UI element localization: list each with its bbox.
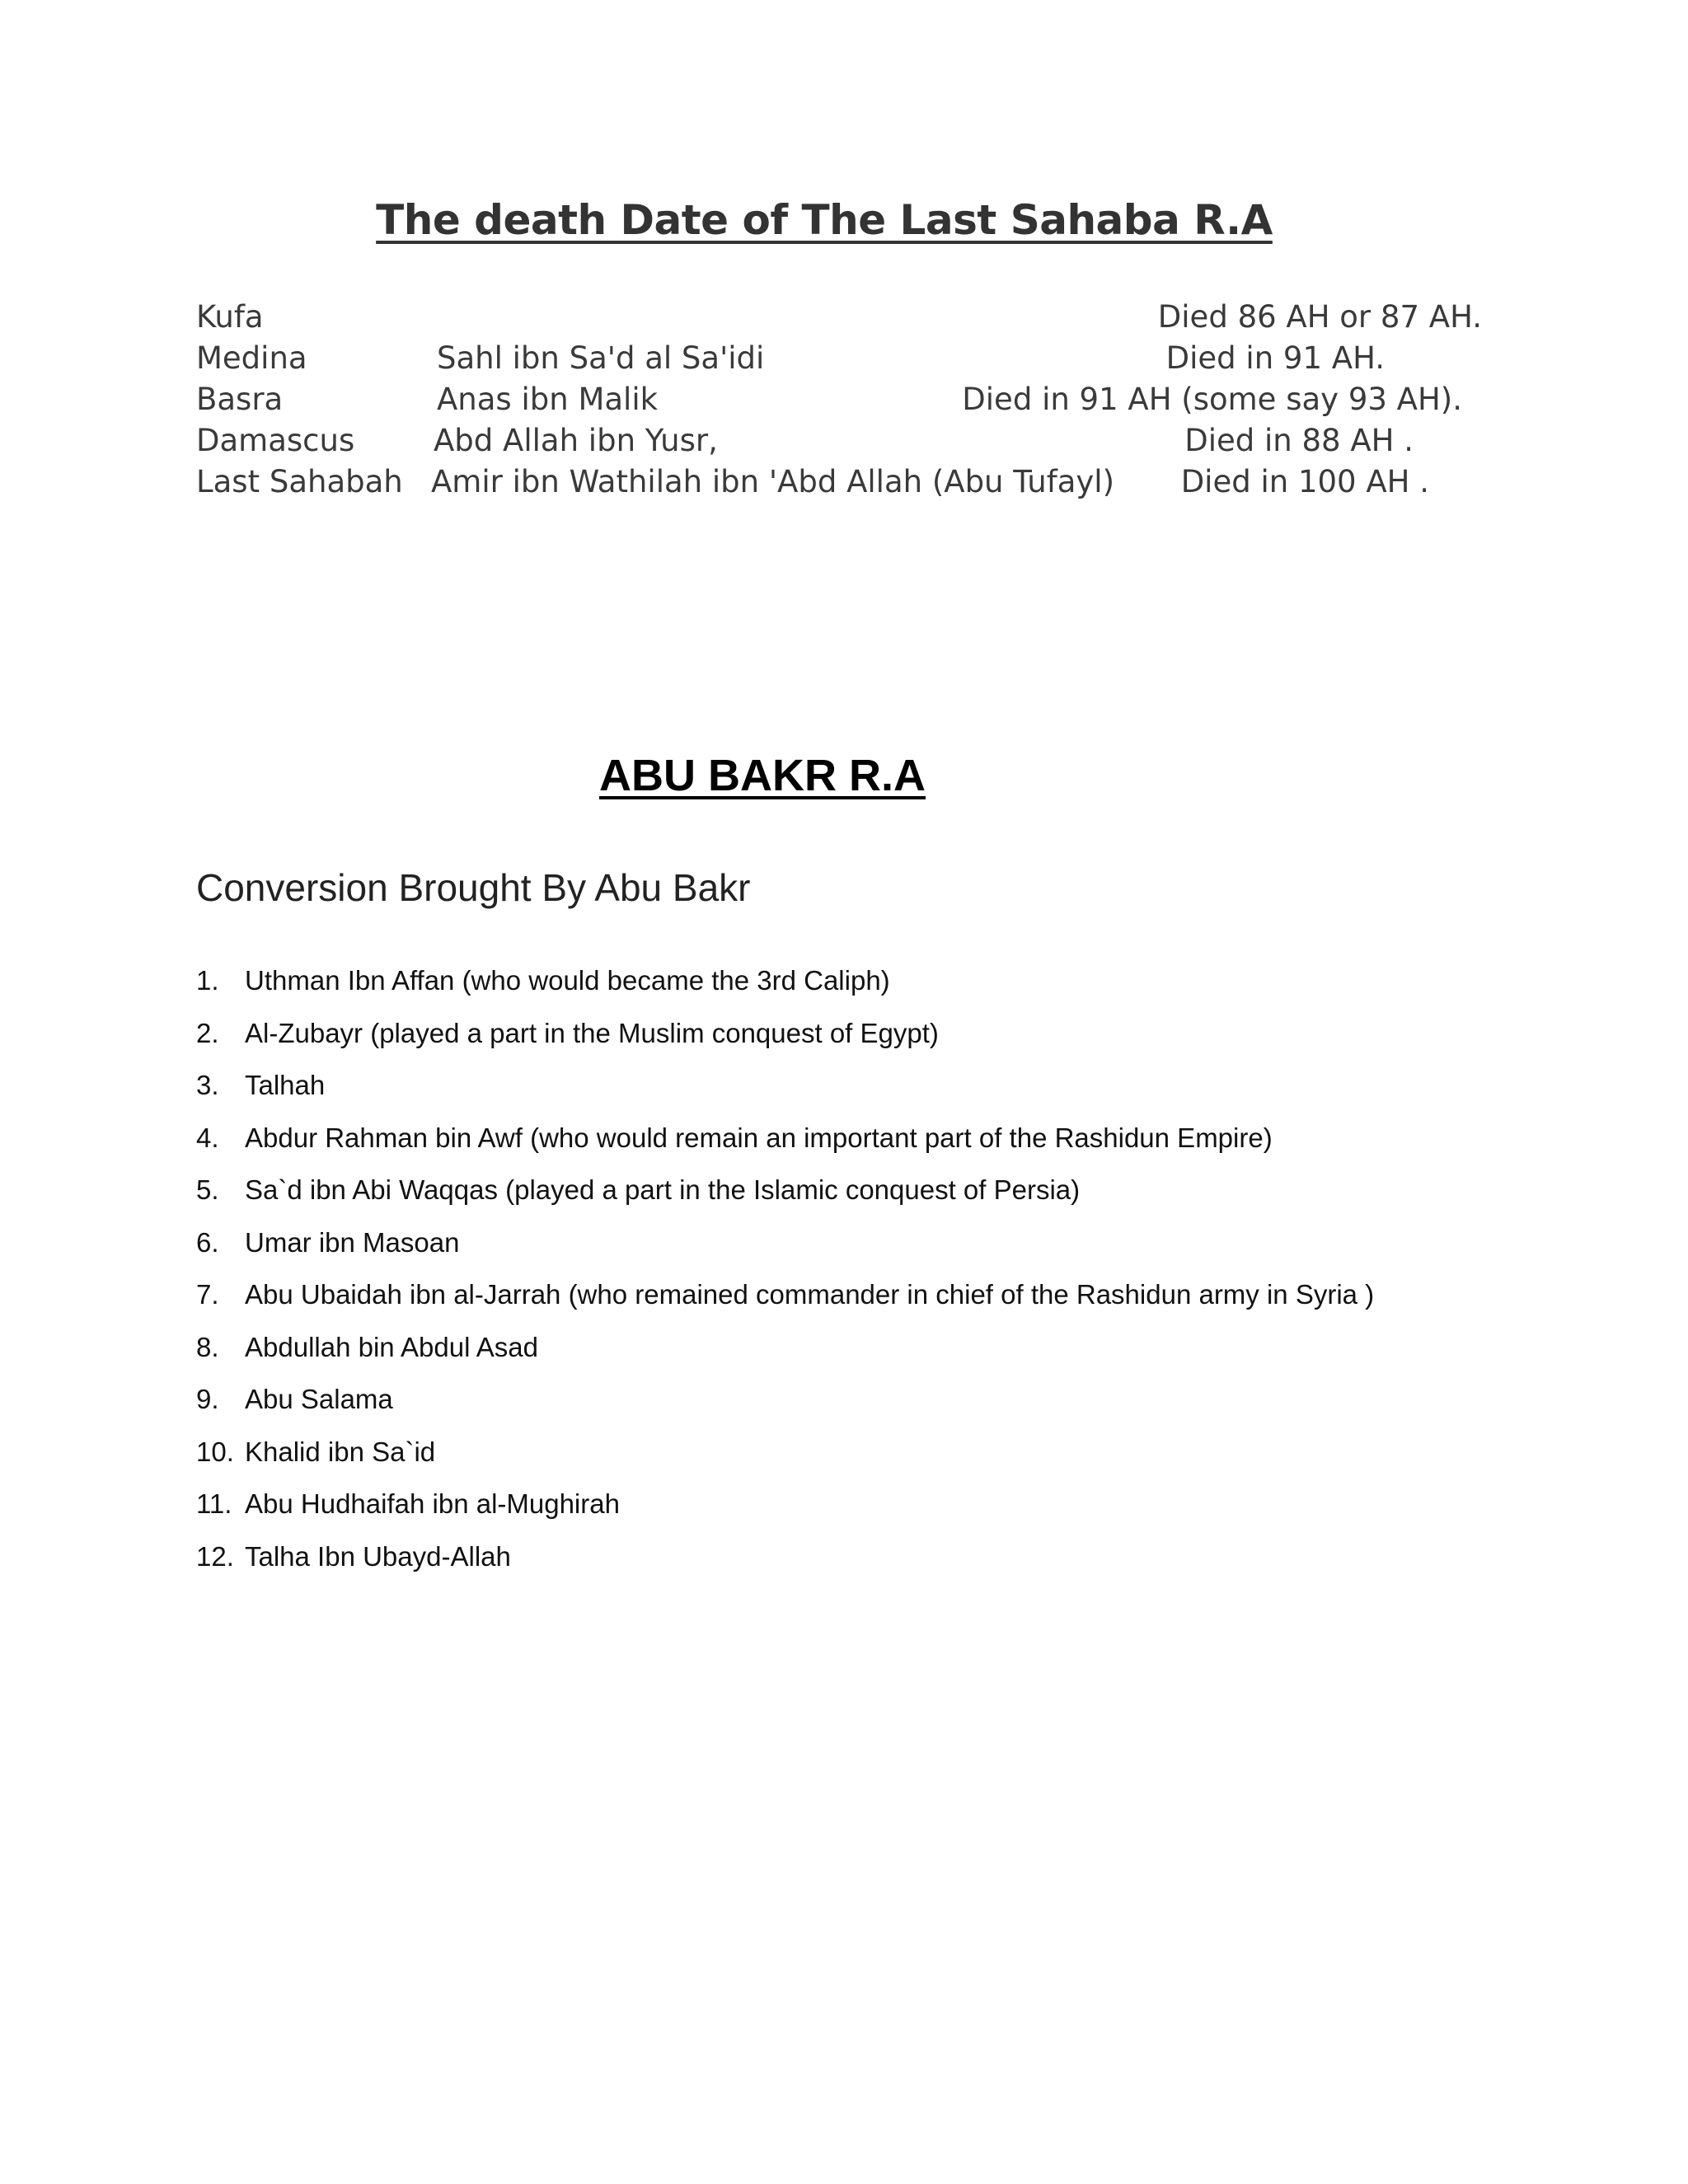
list-text: Abu Hudhaifah ibn al-Mughirah [245, 1488, 620, 1519]
list-item [196, 1329, 1597, 1382]
section-heading: ABU BAKR R.A [599, 751, 926, 800]
list-item [196, 1172, 1597, 1225]
death-date: Died in 91 AH. [1165, 340, 1385, 376]
death-dates-table [196, 297, 1482, 503]
list-text: Talha Ibn Ubayd-Allah [245, 1540, 511, 1572]
list-number: 4. [196, 1122, 219, 1153]
list-text: Khalid ibn Sa`id [245, 1436, 436, 1467]
list-number: 12. [196, 1540, 234, 1572]
list-number: 9. [196, 1384, 219, 1414]
list-item [196, 963, 1597, 1015]
list-item [196, 1225, 1597, 1277]
sahaba-name: Amir ibn Wathilah ibn 'Abd Allah (Abu Tufayl) [431, 464, 1115, 499]
death-date: Died in 100 AH . [1180, 464, 1429, 499]
list-text: Talhah [245, 1070, 326, 1100]
death-date: Died in 88 AH . [1184, 423, 1414, 458]
list-item [196, 1539, 1597, 1591]
death-date: Died 86 AH or 87 AH. [1157, 299, 1482, 335]
list-text: Abu Salama [245, 1384, 393, 1414]
conversion-list [196, 963, 1597, 1591]
list-text: Sa`d ibn Abi Waqqas (played a part in the Islamic conquest of Persia) [245, 1174, 1081, 1205]
list-text: Abdullah bin Abdul Asad [245, 1331, 538, 1362]
list-text: Abdur Rahman bin Awf (who would remain an important part of the Rashidun Empire) [245, 1122, 1273, 1153]
death-date: Died in 91 AH (some say 93 AH). [962, 382, 1462, 417]
list-text: Al-Zubayr (played a part in the Muslim conquest of Egypt) [245, 1017, 939, 1048]
page-title: The death Date of The Last Sahaba R.A [376, 196, 1273, 244]
list-number: 5. [196, 1174, 219, 1205]
sahaba-name: Anas ibn Malik [437, 382, 659, 417]
list-item [196, 1015, 1597, 1068]
list-item [196, 1067, 1597, 1120]
city-label: Medina [196, 340, 307, 376]
death-row [196, 338, 1482, 379]
city-label: Kufa [196, 299, 264, 335]
city-label: Damascus [196, 423, 355, 458]
sahaba-name: Abd Allah ibn Yusr, [434, 423, 718, 458]
list-number: 8. [196, 1331, 219, 1362]
sahaba-name: Sahl ibn Sa'd al Sa'idi [437, 340, 765, 376]
list-text: Umar ibn Masoan [245, 1226, 460, 1258]
list-text: Abu Ubaidah ibn al-Jarrah (who remained commander in chief of the Rashidun army in Syria ) [245, 1279, 1375, 1310]
list-text: Uthman Ibn Affan (who would became the 3rd Caliph) [245, 965, 890, 996]
city-label: Last Sahabah [196, 464, 403, 499]
list-item [196, 1434, 1597, 1487]
list-number: 2. [196, 1017, 219, 1048]
death-row [196, 297, 1482, 338]
list-number: 7. [196, 1279, 219, 1310]
list-item [196, 1486, 1597, 1539]
list-number: 6. [196, 1226, 219, 1258]
list-number: 11. [196, 1488, 232, 1519]
city-label: Basra [196, 382, 284, 417]
list-number: 1. [196, 965, 219, 996]
list-item [196, 1277, 1597, 1329]
list-number: 3. [196, 1070, 219, 1100]
death-row [196, 420, 1482, 462]
list-item [196, 1381, 1597, 1434]
death-row [196, 462, 1482, 503]
section-subtitle: Conversion Brought By Abu Bakr [196, 866, 751, 909]
death-row [196, 379, 1482, 420]
list-number: 10. [196, 1436, 234, 1467]
list-item [196, 1120, 1597, 1173]
